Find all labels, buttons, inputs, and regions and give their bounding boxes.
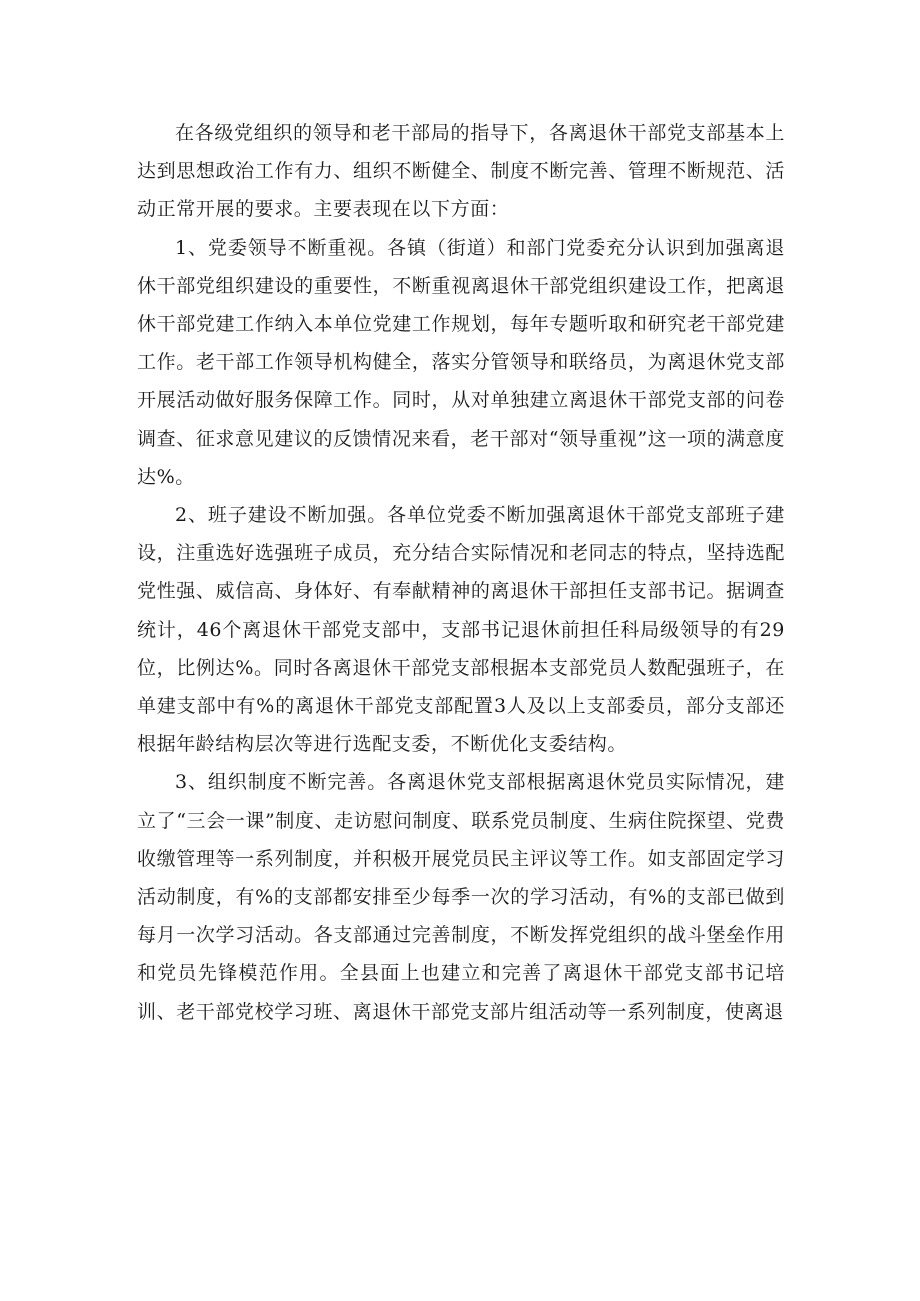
intro-paragraph: 在各级党组织的领导和老干部局的指导下，各离退休干部党支部基本上达到思想政治工作有力、组织不断健全、制度不断完善、管理不断规范、活动正常开展的要求。主要表现在以下方面： bbox=[137, 122, 785, 221]
section-3-paragraph: 3、组织制度不断完善。各离退休党支部根据离退休党员实际情况，建立了“三会一课”制度、走访慰问制度、联系党员制度、生病住院探望、党费收缴管理等一系列制度，并积极开展党员民主评议等工作。如支部固定学习活动制度，有%的支部都安排至少每季一次的学习活动，有%的支部已做到每月一次学习活动。各支部通过完善制度，不断发挥党组织的战斗堡垒作用和党员先锋模范作用。全县面上也建立和完善了离退休干部党支部书记培训、老干部党校学习班、离退休干部党支部片组活动等一系列制度，使离退 bbox=[137, 771, 785, 1023]
section-2-paragraph: 2、班子建设不断加强。各单位党委不断加强离退休干部党支部班子建设，注重选好选强班子成员，充分结合实际情况和老同志的特点，坚持选配党性强、威信高、身体好、有奉献精神的离退休干部担任支部书记。据调查统计，46个离退休干部党支部中，支部书记退休前担任科局级领导的有29位，比例达%。同时各离退休干部党支部根据本支部党员人数配强班子，在单建支部中有%的离退休干部党支部配置3人及以上支部委员，部分支部还根据年龄结构层次等进行选配支委，不断优化支委结构。 bbox=[137, 504, 785, 756]
document-body bbox=[137, 114, 785, 1031]
section-1-paragraph: 1、党委领导不断重视。各镇（街道）和部门党委充分认识到加强离退休干部党组织建设的重要性，不断重视离退休干部党组织建设工作，把离退休干部党建工作纳入本单位党建工作规划，每年专题听取和研究老干部党建工作。老干部工作领导机构健全，落实分管领导和联络员，为离退休党支部开展活动做好服务保障工作。同时，从对单独建立离退休干部党支部的问卷调查、征求意见建议的反馈情况来看，老干部对“领导重视”这一项的满意度达%。 bbox=[137, 236, 785, 488]
